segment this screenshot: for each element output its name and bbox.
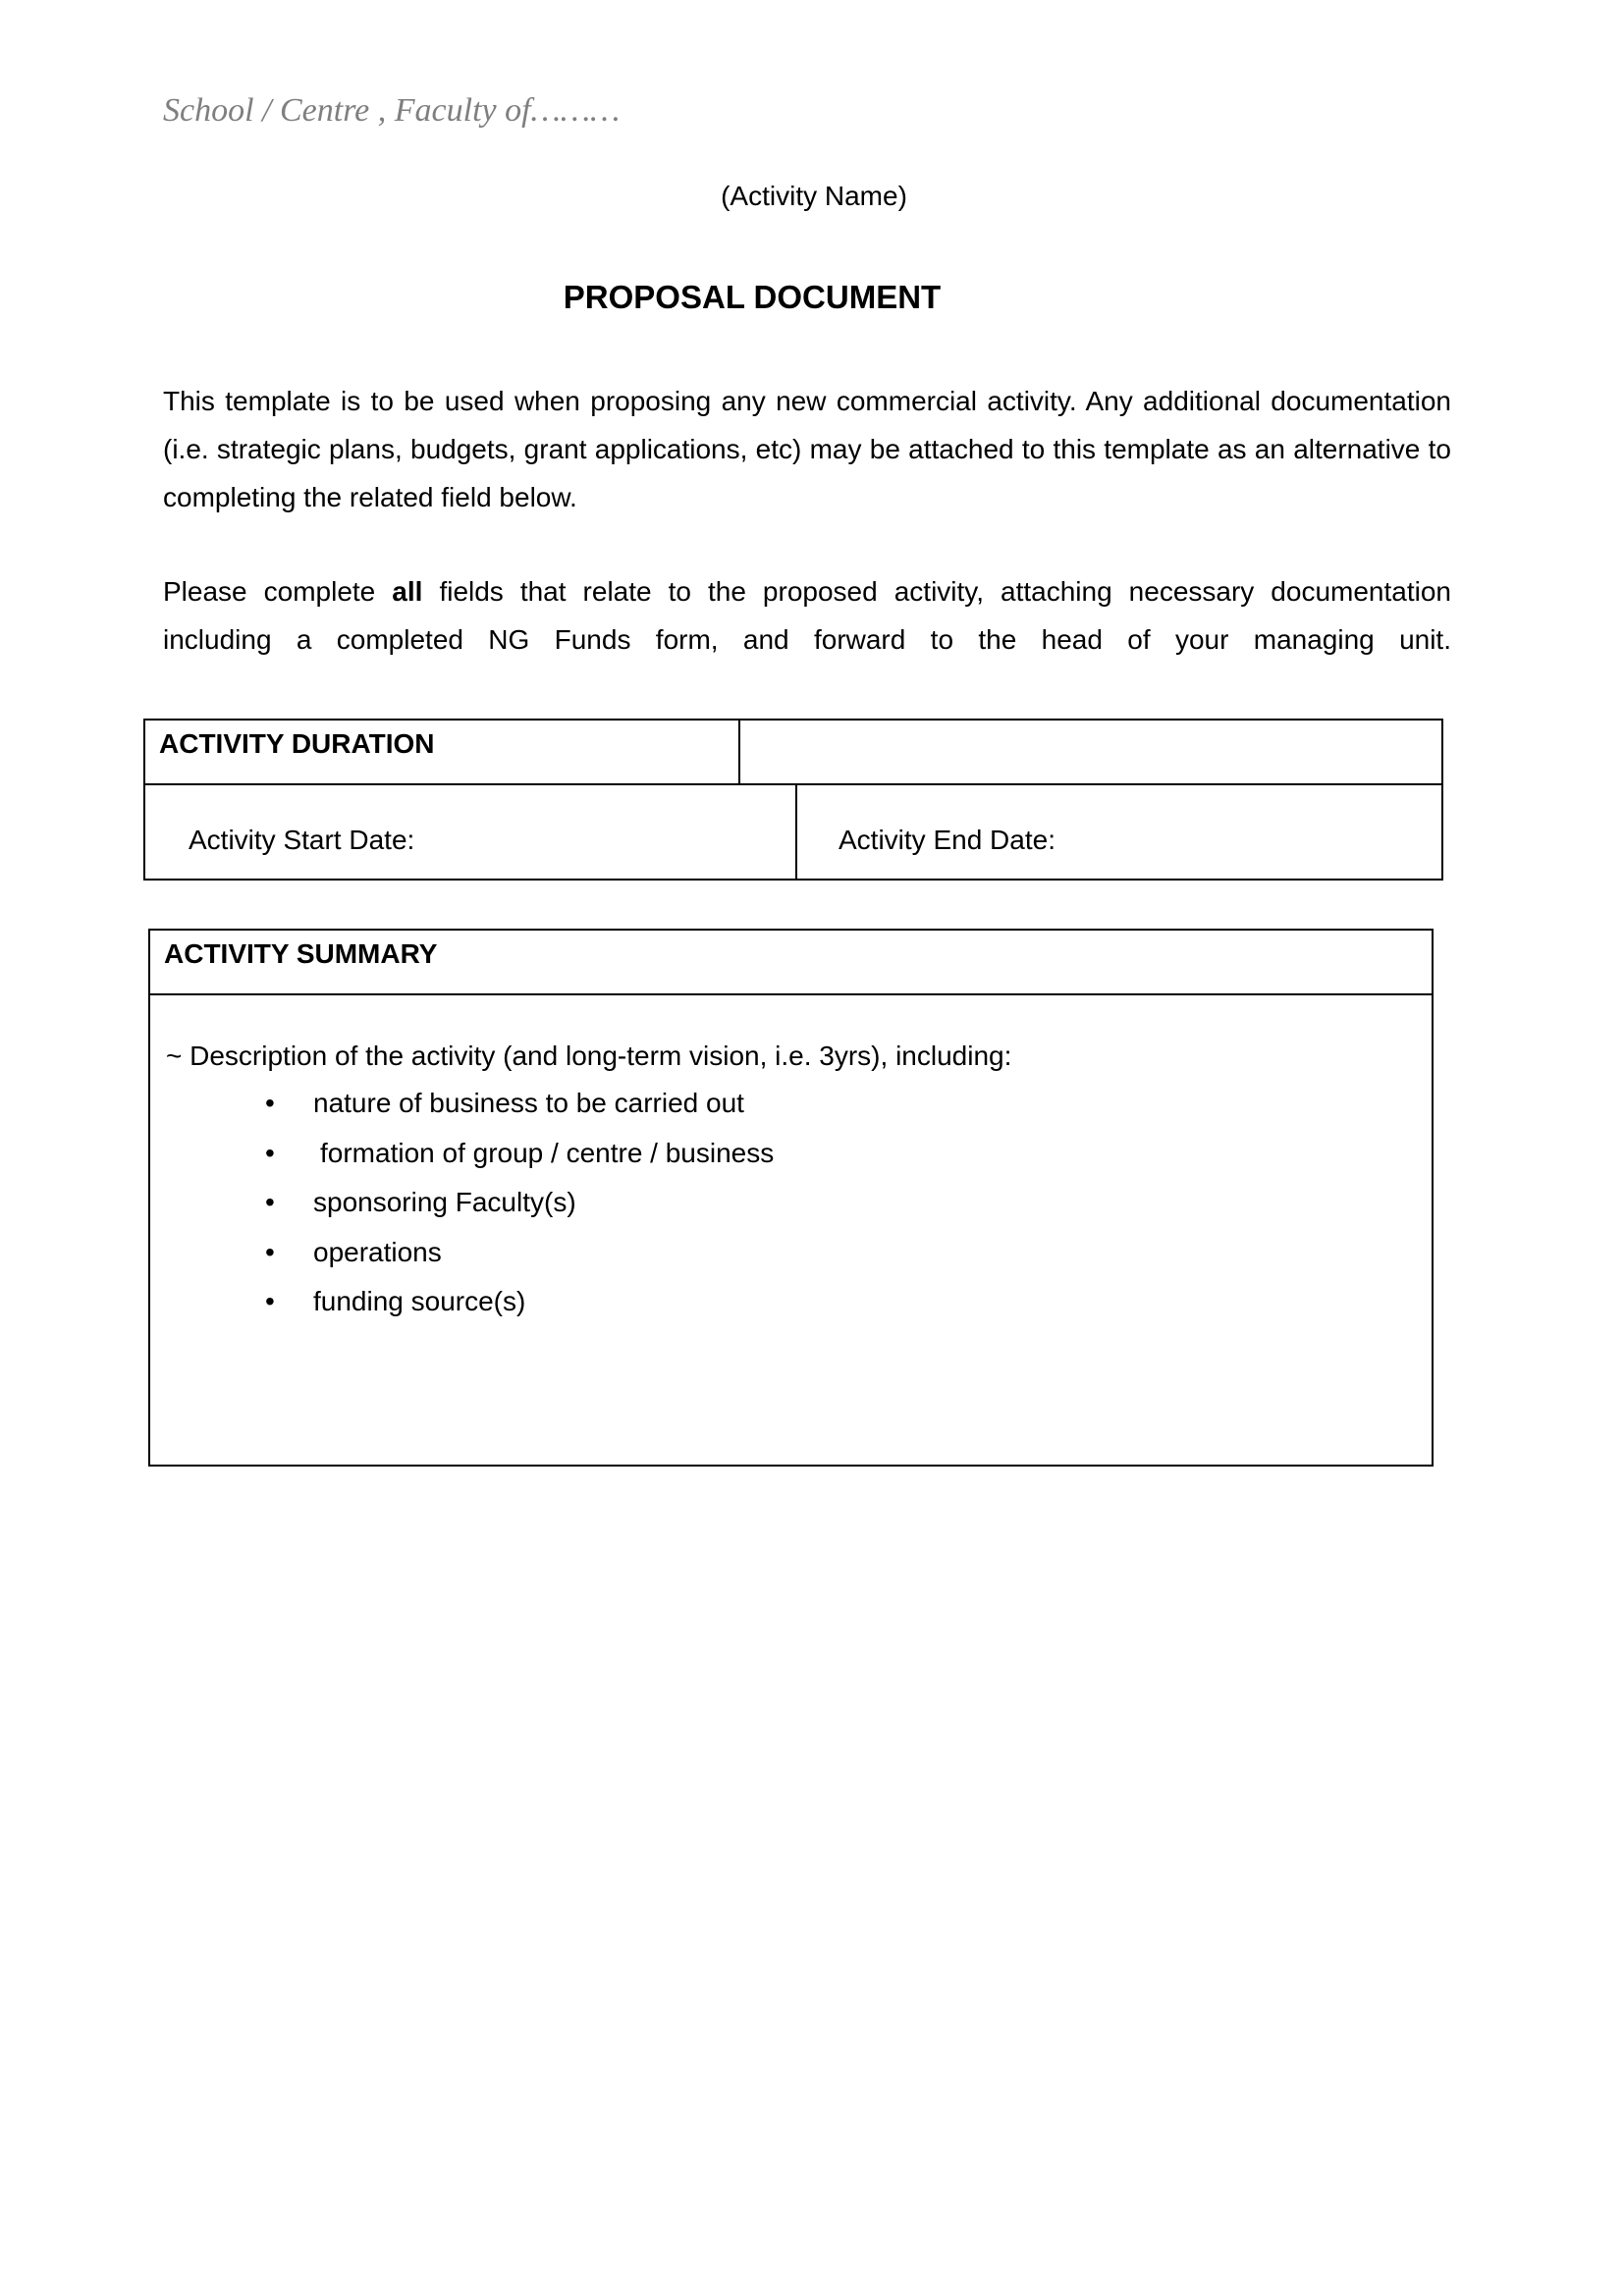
activity-summary-title: ACTIVITY SUMMARY <box>164 938 438 969</box>
bullet-icon: • <box>265 1137 275 1168</box>
bullet-icon: • <box>265 1236 275 1267</box>
intro-paragraph-2-post: fields that relate to the proposed activity, attaching necessary documentation <box>422 576 1451 607</box>
intro-paragraph-2-pre: Please complete <box>163 576 393 607</box>
activity-duration-table <box>143 719 1443 881</box>
bullet-icon: • <box>265 1187 275 1217</box>
school-faculty-header: School / Centre , Faculty of……… <box>163 92 621 129</box>
bullet-text: funding source(s) <box>313 1286 526 1316</box>
activity-name-text: (Activity Name) <box>721 181 907 211</box>
intro-paragraph-2-bold: all <box>392 576 423 607</box>
intro-paragraph-1: This template is to be used when proposing any new commercial activity. Any additional documentation (i.e. strategic plans, budgets, grant applications, etc) may be attached to this template as an alternative to completing the related field below. <box>163 386 1451 512</box>
intro-paragraph-2-line-1 <box>163 567 1451 615</box>
activity-start-date-label: Activity Start Date: <box>189 825 415 855</box>
bullet-icon: • <box>265 1088 275 1118</box>
activity-summary-header-cell <box>150 931 1432 995</box>
activity-start-date-cell[interactable] <box>145 783 797 879</box>
document-title: PROPOSAL DOCUMENT <box>563 279 942 315</box>
activity-duration-blank-cell[interactable] <box>738 721 1441 785</box>
activity-duration-title: ACTIVITY DURATION <box>159 728 435 759</box>
bullet-icon: • <box>265 1286 275 1316</box>
activity-end-date-cell[interactable] <box>795 783 1441 879</box>
activity-duration-header-cell <box>145 721 740 785</box>
activity-name-placeholder <box>0 181 1624 212</box>
activity-end-date-label: Activity End Date: <box>839 825 1056 855</box>
intro-paragraph-2 <box>163 567 1451 664</box>
bullet-text: formation of group / centre / business <box>320 1137 775 1168</box>
activity-summary-table <box>148 929 1434 1467</box>
bullet-text: nature of business to be carried out <box>313 1088 744 1118</box>
intro-paragraph-2-line-2: including a completed NG Funds form, and forward to the head of your managing unit. <box>163 624 1451 655</box>
bullet-text: sponsoring Faculty(s) <box>313 1187 576 1217</box>
bullet-text: operations <box>313 1236 442 1267</box>
activity-summary-description: ~ Description of the activity (and long-term vision, i.e. 3yrs), including: <box>166 1041 1012 1071</box>
